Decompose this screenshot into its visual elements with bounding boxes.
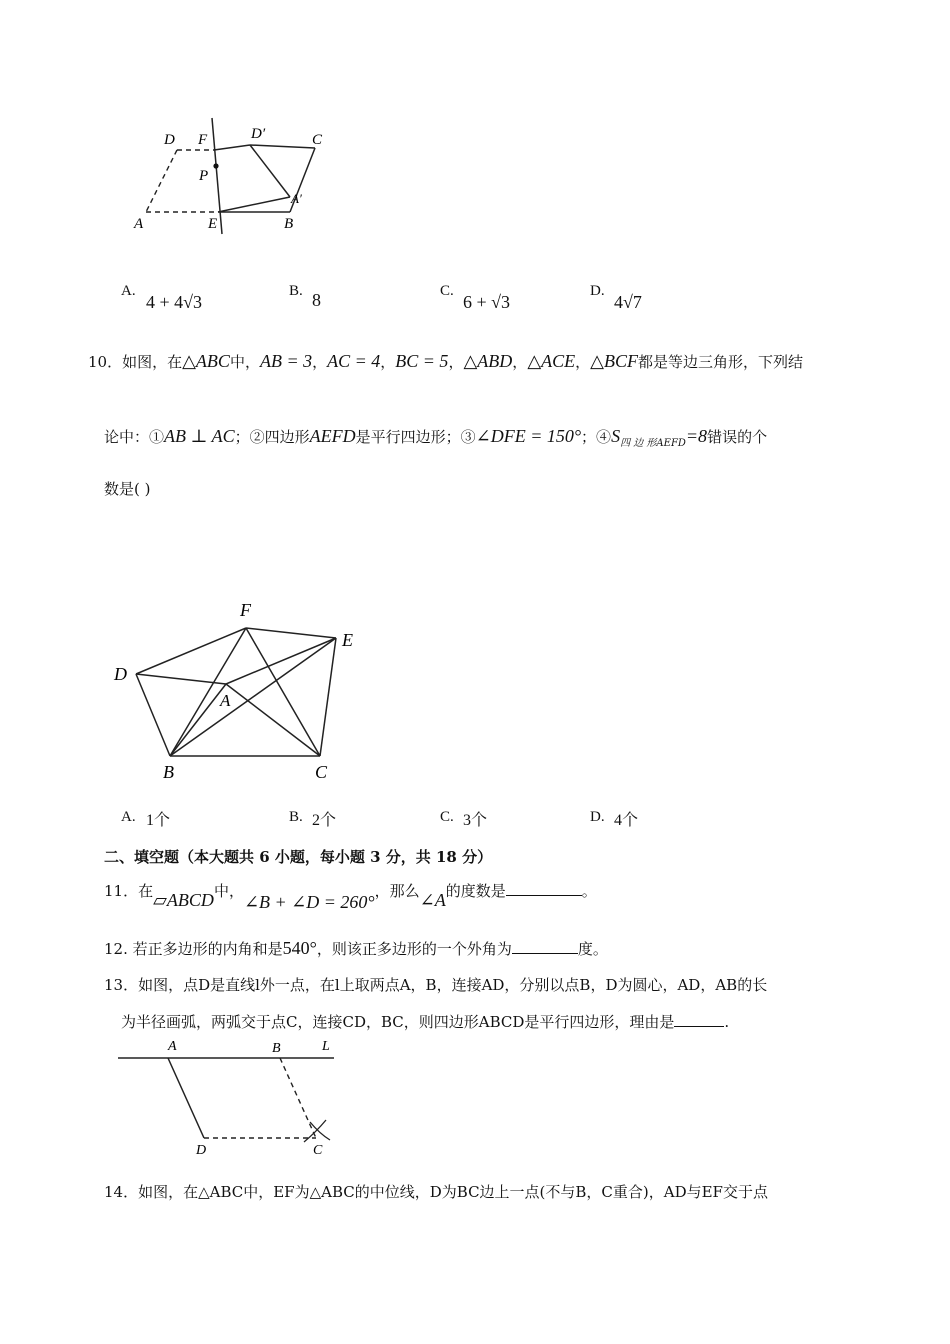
q10-num: 10．如图，在 bbox=[88, 353, 183, 371]
segment-AD bbox=[168, 1058, 204, 1138]
q10-l2-tail: 错误的个 bbox=[707, 428, 768, 446]
q12-head: 12. 若正多边形的内角和是 bbox=[104, 940, 283, 958]
q9-option-c-value: 6 + √3 bbox=[463, 292, 511, 312]
label-F: F bbox=[198, 132, 208, 148]
q13-line2-text: 为半径画弧，两弧交于点C，连接CD，BC，则四边形ABCD是平行四边形，理由是 bbox=[121, 1013, 675, 1031]
label-D: D bbox=[196, 1143, 207, 1158]
q10-option-a-value: 1个 bbox=[146, 812, 171, 829]
q10-abd: △ABD bbox=[463, 351, 513, 371]
q11-tail: 的度数是 bbox=[445, 882, 506, 900]
label-D: D bbox=[164, 132, 175, 148]
edge-EC bbox=[320, 638, 336, 756]
q10-line1 bbox=[88, 351, 803, 372]
q10-l2-c2: ；④ bbox=[581, 428, 612, 446]
label-E: E bbox=[342, 630, 353, 650]
q10-c5: ， bbox=[575, 353, 591, 371]
q10-c2: ， bbox=[380, 353, 396, 371]
q12-value: 540° bbox=[282, 938, 317, 958]
q10-tri-abc: △ABC bbox=[182, 351, 230, 371]
q10-bcf: △BCF bbox=[590, 351, 639, 371]
q10-option-b-value: 2个 bbox=[312, 812, 337, 829]
q11-angle: ∠A bbox=[419, 890, 446, 910]
q10-option-a-letter: A. bbox=[121, 809, 136, 825]
q10-line3: 数是( ) bbox=[104, 480, 151, 498]
edge-FDp bbox=[214, 145, 250, 150]
q10-eq: =8 bbox=[685, 426, 708, 446]
edge-EB bbox=[170, 638, 336, 756]
label-P: P bbox=[199, 168, 209, 184]
q9-option-a-value: 4 + 4√3 bbox=[146, 292, 203, 312]
q10-c4: ， bbox=[512, 353, 528, 371]
edge-DpAp bbox=[250, 145, 290, 197]
q12-tail: ，则该正多边形的一个外角为 bbox=[316, 940, 512, 958]
label-A: A bbox=[134, 216, 144, 232]
q13-answer-blank[interactable] bbox=[674, 1012, 724, 1027]
edge-AB bbox=[170, 684, 226, 756]
q10-s: S bbox=[611, 426, 621, 446]
edge-DpC bbox=[250, 145, 315, 148]
q11-answer-blank[interactable] bbox=[506, 881, 582, 896]
q10-ab: AB = 3 bbox=[259, 351, 313, 371]
point-P bbox=[213, 163, 218, 168]
q10-option-c-value: 3个 bbox=[463, 812, 488, 829]
label-C: C bbox=[313, 1143, 323, 1158]
q12-end: 度。 bbox=[577, 940, 608, 958]
q10-option-d-letter: D. bbox=[590, 809, 605, 825]
q10-l2-mid: 是平行四边形；③ bbox=[355, 428, 476, 446]
label-Dp: D′ bbox=[251, 126, 266, 142]
q10-c1: ， bbox=[312, 353, 328, 371]
q11-end: 。 bbox=[581, 882, 597, 900]
q10-line2 bbox=[104, 426, 767, 449]
edge-DA bbox=[146, 150, 177, 212]
q12-line bbox=[104, 938, 608, 959]
q10-aefd: AEFD bbox=[309, 426, 356, 446]
q13-line2 bbox=[121, 1011, 729, 1032]
q13-line1: 13．如图，点D是直线l外一点，在l上取两点A，B，连接AD，分别以点B，D为圆心，AD，AB的长 bbox=[104, 976, 768, 994]
edge-DF bbox=[136, 628, 246, 674]
q10-tail: 都是等边三角形，下列结 bbox=[638, 353, 804, 371]
q10-option-d-value: 4个 bbox=[614, 812, 639, 829]
q10-option-b-letter: B. bbox=[289, 809, 303, 825]
q9-option-d-value: 4√7 bbox=[614, 292, 642, 312]
label-C: C bbox=[315, 762, 328, 782]
edge-FB bbox=[170, 628, 246, 756]
q12-answer-blank[interactable] bbox=[512, 939, 578, 954]
label-B: B bbox=[284, 216, 294, 232]
q10-ace: △ACE bbox=[527, 351, 576, 371]
segment-BC bbox=[280, 1058, 316, 1138]
q14-line1: 14．如图，在△ABC中，EF为△ABC的中位线，D为BC边上一点(不与B，C重合)，AD与EF交于点 bbox=[104, 1183, 768, 1201]
q10-l2-head: 论中：① bbox=[104, 428, 165, 446]
edge-DB bbox=[136, 674, 170, 756]
q10-perp: AB ⊥ AC bbox=[164, 426, 235, 446]
edge-FE bbox=[246, 628, 336, 638]
q9-option-c-letter: C. bbox=[440, 283, 454, 299]
label-E: E bbox=[208, 216, 218, 232]
q13-figure bbox=[116, 1036, 346, 1160]
q11-expr: ∠B + ∠D = 260° bbox=[243, 892, 375, 912]
label-B: B bbox=[272, 1041, 281, 1056]
label-L: L bbox=[322, 1039, 330, 1054]
edge-FC bbox=[246, 628, 320, 756]
label-F: F bbox=[240, 600, 251, 620]
q10-option-c-letter: C. bbox=[440, 809, 454, 825]
q9-figure bbox=[130, 110, 340, 240]
q13-end: . bbox=[724, 1013, 730, 1031]
q10-sub: 四 边 形AEFD bbox=[620, 438, 686, 449]
q9-option-a-letter: A. bbox=[121, 283, 136, 299]
edge-EAp bbox=[218, 197, 290, 212]
label-A: A bbox=[220, 691, 231, 710]
q11-num: 11．在 bbox=[104, 882, 154, 900]
q10-angle: ∠DFE = 150° bbox=[475, 426, 582, 446]
q10-c3: ， bbox=[448, 353, 464, 371]
q11-line bbox=[104, 880, 597, 912]
edge-AC bbox=[226, 684, 320, 756]
q11-zhong: 中， bbox=[213, 882, 244, 900]
q10-zhong: 中， bbox=[229, 353, 260, 371]
q9-option-d-letter: D. bbox=[590, 283, 605, 299]
q10-bc: BC = 5 bbox=[395, 351, 449, 371]
q10-l2-c1: ；②四边形 bbox=[234, 428, 310, 446]
edge-DA bbox=[136, 674, 226, 684]
q11-para: ▱ABCD bbox=[153, 890, 214, 910]
q10-ac: AC = 4 bbox=[327, 351, 381, 371]
label-A: A bbox=[168, 1039, 177, 1054]
label-D: D bbox=[114, 664, 127, 684]
q9-option-b-letter: B. bbox=[289, 283, 303, 299]
section-title-fill-blank: 二、填空题（本大题共 6 小题，每小题 3 分，共 18 分） bbox=[104, 848, 493, 866]
q9-option-b-value: 8 bbox=[312, 290, 321, 310]
label-B: B bbox=[163, 762, 174, 782]
label-Ap: A′ bbox=[291, 191, 302, 206]
q11-mid: ，那么 bbox=[374, 882, 420, 900]
label-C: C bbox=[312, 132, 323, 148]
q10-figure bbox=[108, 596, 368, 786]
